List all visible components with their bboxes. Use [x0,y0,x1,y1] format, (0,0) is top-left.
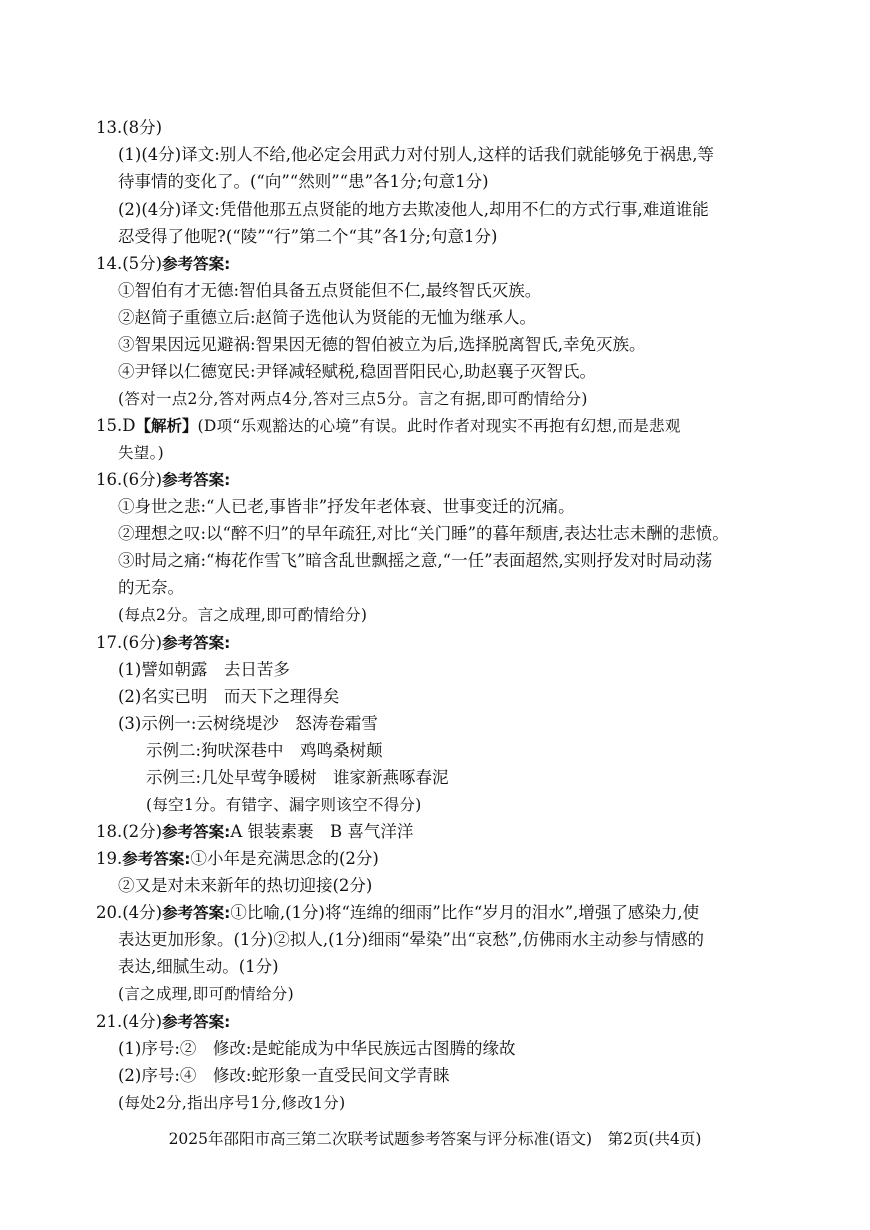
q15-analysis-line-1: (D项“乐观豁达的心境”有误。此时作者对现实不再抱有幻想,而是悲观 [197,417,681,435]
q17-answer-1: (1)譬如朝露 去日苦多 [118,660,290,679]
q14-scoring-note: (答对一点2分,答对两点4分,答对三点5分。言之有据,即可酌情给分) [118,390,588,408]
q17-heading [96,630,870,656]
q20-heading [96,900,870,926]
q17-scoring-note: (每空1分。有错字、漏字则该空不得分) [146,796,422,814]
q13-heading: 13.(8分) [96,118,163,137]
q16-number: 16.(6分) [96,470,163,489]
q20-scoring-note: (言之成理,即可酌情给分) [118,985,294,1003]
q13-answer-2-line-2: 忍受得了他呢?(“陵”“行”第二个“其”各1分;句意1分) [118,227,498,246]
q21-scoring-note: (每处2分,指出序号1分,修改1分) [118,1094,346,1112]
q15-analysis-label: 【解析】 [135,417,198,435]
q16-scoring-note: (每点2分。言之成理,即可酌情给分) [118,606,368,624]
q19-answer-label: 参考答案: [122,850,191,868]
q21-answer-1: (1)序号:② 修改:是蛇能成为中华民族远古图腾的缘故 [118,1039,516,1058]
q17-answer-2: (2)名实已明 而天下之理得矣 [118,687,340,706]
q21-answer-2: (2)序号:④ 修改:蛇形象一直受民间文学青睐 [118,1066,450,1085]
q17-example-2: 示例二:狗吠深巷中 鸡鸣桑树颠 [146,741,383,760]
q21-heading [96,1009,870,1035]
q16-point-2: ②理想之叹:以“醉不归”的早年疏狂,对比“关门睡”的暮年颓唐,表达壮志未酬的悲愤。 [118,524,729,543]
q14-number: 14.(5分) [96,254,163,273]
q20-answer-line-1: ①比喻,(1分)将“连绵的细雨”比作“岁月的泪水”,增强了感染力,使 [230,903,700,922]
q16-point-1: ①身世之悲:“人已老,事皆非”抒发年老体衰、世事变迁的沉痛。 [118,497,575,516]
q21-answer-label: 参考答案: [162,1013,231,1031]
q14-heading [96,251,870,277]
q13-answer-1-line-2: 待事情的变化了。(“向”“然则”“患”各1分;句意1分) [118,172,489,191]
q14-answer-label: 参考答案: [162,255,231,273]
q16-point-3-line-1: ③时局之痛:“梅花作雪飞”暗含乱世飘摇之意,“一任”表面超然,实则抒发对时局动荡 [118,551,713,570]
q19-heading [96,846,870,872]
q20-answer-label: 参考答案: [162,904,231,922]
q20-number: 20.(4分) [96,903,163,922]
q19-point-1: ①小年是充满思念的(2分) [190,849,379,868]
q15-number: 15.D [96,416,136,435]
q14-point-3: ③智果因远见避祸:智果因无德的智伯被立为后,选择脱离智氏,幸免灭族。 [118,335,646,354]
q13-answer-1-line-1: (1)(4分)译文:别人不给,他必定会用武力对付别人,这样的话我们就能够免于祸患,等 [118,145,715,164]
q20-answer-line-3: 表达,细腻生动。(1分) [118,957,279,976]
q17-answer-label: 参考答案: [162,634,231,652]
page-footer: 2025年邵阳市高三第二次联考试题参考答案与评分标准(语文) 第2页(共4页) [168,1130,702,1148]
q15-analysis-line-2: 失望。) [118,444,164,462]
q20-answer-line-2: 表达更加形象。(1分)②拟人,(1分)细雨“晕染”出“哀愁”,仿佛雨水主动参与情感的 [118,930,704,949]
q18-answer: A 银装素裹 B 喜气洋洋 [230,822,414,841]
q19-number: 19. [96,849,123,868]
q18-answer-label: 参考答案: [162,823,231,841]
q16-heading [96,467,870,493]
q16-answer-label: 参考答案: [162,471,231,489]
q14-point-4: ④尹铎以仁德宽民:尹铎减轻赋税,稳固晋阳民心,助赵襄子灭智氏。 [118,362,597,381]
q14-point-2: ②赵简子重德立后:赵简子选他认为贤能的无恤为继承人。 [118,308,537,327]
q18-number: 18.(2分) [96,822,163,841]
q15-heading [96,413,870,439]
q21-number: 21.(4分) [96,1012,163,1031]
q17-answer-3: (3)示例一:云树绕堤沙 怒涛卷霜雪 [118,714,378,733]
q13-answer-2-line-1: (2)(4分)译文:凭借他那五点贤能的地方去欺凌他人,却用不仁的方式行事,难道谁能 [118,200,709,219]
q17-example-3: 示例三:几处早莺争暖树 谁家新燕啄春泥 [146,768,449,787]
q14-point-1: ①智伯有才无德:智伯具备五点贤能但不仁,最终智氏灭族。 [118,281,542,300]
q17-number: 17.(6分) [96,633,163,652]
q18-heading [96,819,870,845]
q16-point-3-line-2: 的无奈。 [118,578,184,597]
q19-point-2: ②又是对未来新年的热切迎接(2分) [118,876,373,895]
